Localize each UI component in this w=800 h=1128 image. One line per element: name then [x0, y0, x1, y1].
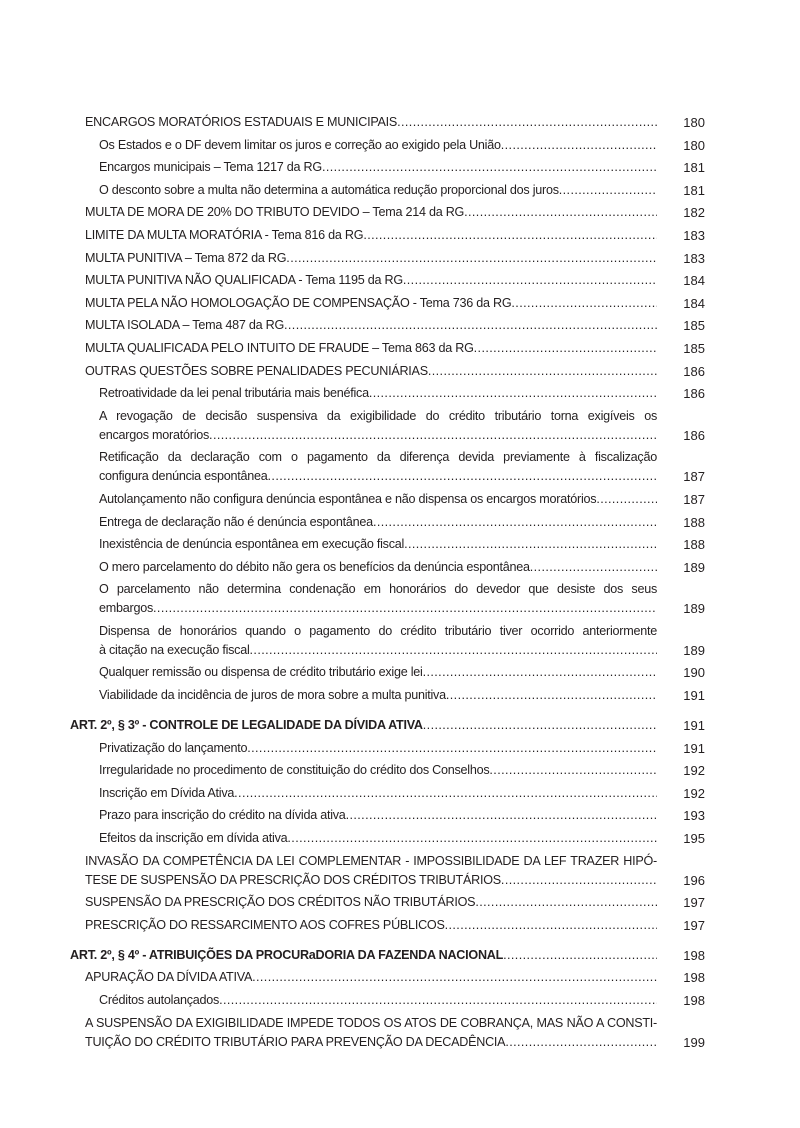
- toc-entry[interactable]: [0, 249, 800, 268]
- toc-entry[interactable]: [0, 362, 800, 381]
- toc-page-number: 183: [683, 227, 705, 243]
- toc-page-number: 192: [683, 763, 705, 779]
- toc-page-number: 181: [683, 182, 705, 198]
- toc-page-number: 193: [683, 808, 705, 824]
- toc-page-number: 184: [683, 273, 705, 289]
- toc-entry-title: [99, 686, 657, 705]
- toc-entry-title: [99, 535, 657, 554]
- toc-entry-title: [99, 136, 657, 155]
- toc-entry[interactable]: [0, 407, 800, 445]
- toc-entry-title-line: Dispensa de honorários quando o pagamento do crédito tributário tiver ocorrido anteriormente: [99, 623, 657, 638]
- toc-entry-title-line: Entrega de declaração não é denúncia espontânea .....: [99, 513, 657, 532]
- toc-entry-title: [99, 622, 657, 660]
- toc-entry-title-line: A SUSPENSÃO DA EXIGIBILIDADE IMPEDE TODOS OS ATOS DE COBRANÇA, MAS NÃO A CONSTI-: [85, 1015, 657, 1030]
- toc-entry-title-line: MULTA ISOLADA – Tema 487 da RG .....: [85, 316, 657, 335]
- toc-entry[interactable]: [0, 113, 800, 132]
- toc-entry[interactable]: [0, 686, 800, 705]
- toc-entry-title: [99, 739, 657, 758]
- toc-entry[interactable]: [0, 535, 800, 554]
- toc-entry[interactable]: [0, 893, 800, 912]
- toc-entry[interactable]: [0, 181, 800, 200]
- toc-entry-title: [99, 490, 657, 509]
- toc-page-number: 191: [683, 718, 705, 734]
- table-of-contents: [0, 113, 800, 1055]
- toc-entry-title-line: Autolançamento não configura denúncia espontânea e não dispensa os encargos moratórios .....: [99, 490, 657, 509]
- toc-page-number: 183: [683, 250, 705, 266]
- toc-entry[interactable]: [0, 158, 800, 177]
- toc-entry-title: [99, 991, 657, 1010]
- toc-section-heading[interactable]: [0, 946, 800, 965]
- toc-entry-title-line: Privatização do lançamento .....: [99, 739, 657, 758]
- toc-page-number: 181: [683, 160, 705, 176]
- toc-page-number: 189: [683, 559, 705, 575]
- toc-entry-title-line: MULTA PELA NÃO HOMOLOGAÇÃO DE COMPENSAÇÃO - Tema 736 da RG .....: [85, 294, 657, 313]
- toc-entry-title: [99, 181, 657, 200]
- toc-entry-title-line: PRESCRIÇÃO DO RESSARCIMENTO AOS COFRES PÚBLICOS .....: [85, 916, 657, 935]
- toc-page-number: 198: [683, 947, 705, 963]
- toc-entry[interactable]: [0, 580, 800, 618]
- toc-page-number: 185: [683, 318, 705, 334]
- toc-entry-title-line: MULTA PUNITIVA NÃO QUALIFICADA - Tema 1195 da RG .....: [85, 271, 657, 290]
- toc-entry-title: [85, 916, 657, 935]
- toc-entry[interactable]: [0, 513, 800, 532]
- toc-entry-title: [85, 339, 657, 358]
- toc-entry-title-line: TESE DE SUSPENSÃO DA PRESCRIÇÃO DOS CRÉDITOS TRIBUTÁRIOS .....: [85, 871, 657, 890]
- toc-entry-title-line: Inexistência de denúncia espontânea em execução fiscal .....: [99, 535, 657, 554]
- toc-entry-title: [99, 761, 657, 780]
- toc-entry[interactable]: [0, 339, 800, 358]
- toc-page-number: 191: [683, 740, 705, 756]
- toc-page-number: 197: [683, 917, 705, 933]
- toc-entry[interactable]: [0, 490, 800, 509]
- toc-page-number: 188: [683, 514, 705, 530]
- toc-entry-title-line: Retroatividade da lei penal tributária mais benéfica .....: [99, 384, 657, 403]
- toc-entry-title-line: A revogação de decisão suspensiva da exigibilidade do crédito tributário torna exigíveis os: [99, 408, 657, 423]
- toc-page-number: 186: [683, 427, 705, 443]
- toc-entry-title-line: à citação na execução fiscal .....: [99, 641, 657, 660]
- toc-entry-title: [85, 249, 657, 268]
- toc-entry-title-line: Os Estados e o DF devem limitar os juros e correção ao exigido pela União .....: [99, 136, 657, 155]
- toc-page-number: 197: [683, 895, 705, 911]
- toc-entry-title-line: APURAÇÃO DA DÍVIDA ATIVA .....: [85, 968, 657, 987]
- toc-entry[interactable]: [0, 761, 800, 780]
- toc-entry-title-line: configura denúncia espontânea .....: [99, 467, 657, 486]
- toc-entry-title: [99, 513, 657, 532]
- toc-entry-title-line: MULTA PUNITIVA – Tema 872 da RG .....: [85, 249, 657, 268]
- toc-entry[interactable]: [0, 806, 800, 825]
- toc-page-number: 186: [683, 363, 705, 379]
- toc-entry-title: [70, 716, 657, 735]
- toc-page-number: 189: [683, 601, 705, 617]
- toc-entry-title-line: Irregularidade no procedimento de constituição do crédito dos Conselhos .....: [99, 761, 657, 780]
- toc-entry-title-line: ART. 2º, § 3º - CONTROLE DE LEGALIDADE DA DÍVIDA ATIVA .....: [70, 716, 657, 735]
- toc-entry-title: [85, 203, 657, 222]
- toc-entry[interactable]: [0, 968, 800, 987]
- toc-entry[interactable]: [0, 739, 800, 758]
- toc-entry-title: [70, 946, 657, 965]
- toc-page-number: 187: [683, 491, 705, 507]
- toc-entry-title: [85, 226, 657, 245]
- toc-entry[interactable]: [0, 316, 800, 335]
- toc-entry[interactable]: [0, 448, 800, 486]
- toc-entry-title-line: MULTA DE MORA DE 20% DO TRIBUTO DEVIDO – Tema 214 da RG .....: [85, 203, 657, 222]
- toc-entry-title: [99, 663, 657, 682]
- toc-entry-title: [85, 1014, 657, 1052]
- toc-entry-title-line: embargos .....: [99, 599, 657, 618]
- toc-page-number: 189: [683, 642, 705, 658]
- toc-page-number: 182: [683, 205, 705, 221]
- toc-page-number: 192: [683, 785, 705, 801]
- toc-page-number: 180: [683, 115, 705, 130]
- toc-entry[interactable]: [0, 136, 800, 155]
- toc-entry[interactable]: [0, 916, 800, 935]
- toc-page-number: 199: [683, 1034, 705, 1050]
- toc-entry-title-line: Créditos autolançados .....: [99, 991, 657, 1010]
- toc-entry-title: [99, 784, 657, 803]
- toc-page-number: 198: [683, 970, 705, 986]
- toc-page-number: 190: [683, 665, 705, 681]
- toc-entry-title-line: encargos moratórios .....: [99, 426, 657, 445]
- toc-entry-title: [85, 271, 657, 290]
- toc-entry[interactable]: [0, 203, 800, 222]
- toc-entry-title-line: Encargos municipais – Tema 1217 da RG .....: [99, 158, 657, 177]
- toc-entry[interactable]: [0, 1014, 800, 1052]
- toc-entry[interactable]: [0, 294, 800, 313]
- toc-entry[interactable]: [0, 991, 800, 1010]
- toc-entry[interactable]: [0, 852, 800, 890]
- toc-page-number: 198: [683, 993, 705, 1008]
- toc-section-heading[interactable]: [0, 716, 800, 735]
- toc-entry-title: [85, 316, 657, 335]
- toc-page-number: 184: [683, 295, 705, 311]
- toc-entry-title-line: Inscrição em Dívida Ativa .....: [99, 784, 657, 803]
- toc-entry-title-line: INVASÃO DA COMPETÊNCIA DA LEI COMPLEMENTAR - IMPOSSIBILIDADE DA LEF TRAZER HIPÓ-: [85, 853, 657, 868]
- toc-entry-title-line: SUSPENSÃO DA PRESCRIÇÃO DOS CRÉDITOS NÃO TRIBUTÁRIOS .....: [85, 893, 657, 912]
- toc-entry-title: [85, 294, 657, 313]
- toc-entry-title-line: Retificação da declaração com o pagamento da diferença devida previamente à fiscalização: [99, 450, 657, 465]
- toc-entry-title-line: ENCARGOS MORATÓRIOS ESTADUAIS E MUNICIPAIS .....: [85, 113, 657, 132]
- toc-page-number: 195: [683, 831, 705, 847]
- toc-entry-title: [85, 113, 657, 132]
- toc-entry-title: [85, 893, 657, 912]
- toc-entry-title-line: O desconto sobre a multa não determina a automática redução proporcional dos juros .....: [99, 181, 657, 200]
- toc-entry-title: [99, 806, 657, 825]
- toc-entry[interactable]: [0, 784, 800, 803]
- toc-entry-title-line: Efeitos da inscrição em dívida ativa .....: [99, 829, 657, 848]
- toc-entry[interactable]: [0, 384, 800, 403]
- toc-page-number: 180: [683, 137, 705, 153]
- toc-entry-title: [99, 580, 657, 618]
- toc-entry[interactable]: [0, 558, 800, 577]
- toc-entry[interactable]: [0, 663, 800, 682]
- toc-page-number: 191: [683, 688, 705, 704]
- toc-entry[interactable]: [0, 829, 800, 848]
- toc-entry[interactable]: [0, 622, 800, 660]
- toc-entry-title: [99, 558, 657, 577]
- toc-entry-title: [99, 407, 657, 445]
- toc-entry-title: [99, 448, 657, 486]
- toc-entry-title: [85, 362, 657, 381]
- toc-page-number: 187: [683, 469, 705, 485]
- toc-entry-title-line: OUTRAS QUESTÕES SOBRE PENALIDADES PECUNIÁRIAS .....: [85, 362, 657, 381]
- toc-entry-title: [99, 384, 657, 403]
- toc-entry-title-line: MULTA QUALIFICADA PELO INTUITO DE FRAUDE – Tema 863 da RG .....: [85, 339, 657, 358]
- toc-entry-title-line: O parcelamento não determina condenação em honorários do devedor que desiste dos seus: [99, 582, 657, 597]
- toc-entry-title-line: O mero parcelamento do débito não gera os benefícios da denúncia espontânea .....: [99, 558, 657, 577]
- toc-page-number: 186: [683, 386, 705, 402]
- toc-page-number: 185: [683, 340, 705, 356]
- toc-entry-title-line: ART. 2º, § 4º - ATRIBUIÇÕES DA PROCURaDORIA DA FAZENDA NACIONAL .....: [70, 946, 657, 965]
- toc-entry-title: [85, 968, 657, 987]
- toc-entry-title-line: TUIÇÃO DO CRÉDITO TRIBUTÁRIO PARA PREVENÇÃO DA DECADÊNCIA .....: [85, 1033, 657, 1052]
- toc-entry-title-line: Qualquer remissão ou dispensa de crédito tributário exige lei .....: [99, 663, 657, 682]
- toc-entry[interactable]: [0, 271, 800, 290]
- toc-page-number: 196: [683, 872, 705, 888]
- toc-entry-title-line: Prazo para inscrição do crédito na dívida ativa .....: [99, 806, 657, 825]
- toc-entry-title-line: Viabilidade da incidência de juros de mora sobre a multa punitiva .....: [99, 686, 657, 705]
- toc-page-number: 188: [683, 537, 705, 553]
- toc-entry-title: [99, 158, 657, 177]
- toc-entry-title: [85, 852, 657, 890]
- toc-entry-title-line: LIMITE DA MULTA MORATÓRIA - Tema 816 da RG .....: [85, 226, 657, 245]
- toc-entry[interactable]: [0, 226, 800, 245]
- toc-entry-title: [99, 829, 657, 848]
